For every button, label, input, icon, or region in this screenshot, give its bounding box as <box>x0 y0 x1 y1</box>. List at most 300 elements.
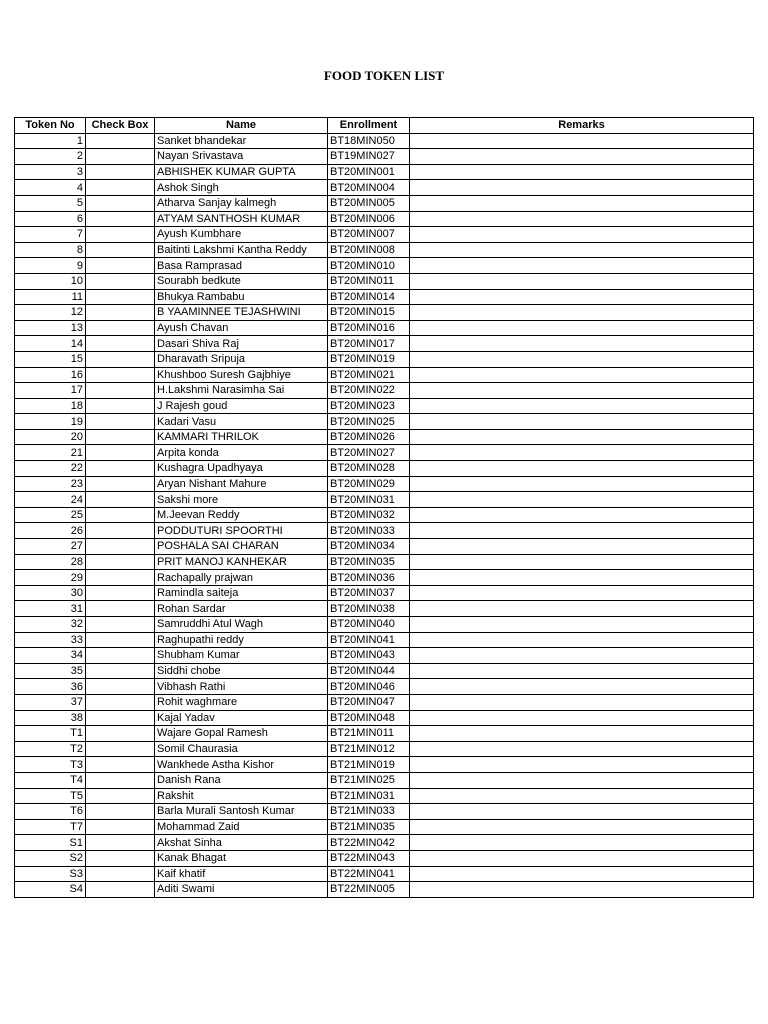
check-box-cell[interactable] <box>86 601 155 617</box>
remarks-cell[interactable] <box>410 351 754 367</box>
remarks-cell[interactable] <box>410 180 754 196</box>
token-no-cell: S1 <box>15 835 86 851</box>
remarks-cell[interactable] <box>410 819 754 835</box>
enrollment-cell: BT20MIN028 <box>328 461 410 477</box>
check-box-cell[interactable] <box>86 367 155 383</box>
token-no-cell: T3 <box>15 757 86 773</box>
name-cell: Rohit waghmare <box>155 694 328 710</box>
check-box-cell[interactable] <box>86 351 155 367</box>
check-box-cell[interactable] <box>86 336 155 352</box>
table-row <box>15 320 754 336</box>
enrollment-cell: BT20MIN017 <box>328 336 410 352</box>
remarks-cell[interactable] <box>410 694 754 710</box>
name-cell: Kadari Vasu <box>155 414 328 430</box>
remarks-cell[interactable] <box>410 367 754 383</box>
enrollment-cell: BT21MIN031 <box>328 788 410 804</box>
enrollment-cell: BT20MIN015 <box>328 305 410 321</box>
token-no-cell: 10 <box>15 273 86 289</box>
token-no-cell: 18 <box>15 398 86 414</box>
remarks-cell[interactable] <box>410 554 754 570</box>
enrollment-cell: BT20MIN010 <box>328 258 410 274</box>
enrollment-cell: BT20MIN035 <box>328 554 410 570</box>
remarks-cell[interactable] <box>410 663 754 679</box>
table-row <box>15 757 754 773</box>
check-box-cell[interactable] <box>86 850 155 866</box>
check-box-cell[interactable] <box>86 804 155 820</box>
remarks-cell[interactable] <box>410 336 754 352</box>
check-box-cell[interactable] <box>86 289 155 305</box>
enrollment-cell: BT20MIN047 <box>328 694 410 710</box>
remarks-cell[interactable] <box>410 398 754 414</box>
name-cell: Sanket bhandekar <box>155 133 328 149</box>
table-row <box>15 429 754 445</box>
remarks-cell[interactable] <box>410 570 754 586</box>
name-cell: Aditi Swami <box>155 882 328 898</box>
token-no-cell: 2 <box>15 149 86 165</box>
token-no-cell: 24 <box>15 492 86 508</box>
token-no-cell: 22 <box>15 461 86 477</box>
token-no-cell: 23 <box>15 476 86 492</box>
name-cell: Atharva Sanjay kalmegh <box>155 195 328 211</box>
token-no-cell: 4 <box>15 180 86 196</box>
name-cell: KAMMARI THRILOK <box>155 429 328 445</box>
check-box-cell[interactable] <box>86 539 155 555</box>
check-box-cell[interactable] <box>86 663 155 679</box>
name-cell: Kushagra Upadhyaya <box>155 461 328 477</box>
table-row <box>15 195 754 211</box>
table-row <box>15 804 754 820</box>
remarks-cell[interactable] <box>410 632 754 648</box>
token-no-cell: 25 <box>15 507 86 523</box>
name-cell: Dasari Shiva Raj <box>155 336 328 352</box>
name-cell: Kanak Bhagat <box>155 850 328 866</box>
token-no-cell: T4 <box>15 772 86 788</box>
name-cell: PODDUTURI SPOORTHI <box>155 523 328 539</box>
remarks-cell[interactable] <box>410 648 754 664</box>
token-no-cell: S4 <box>15 882 86 898</box>
name-cell: POSHALA SAI CHARAN <box>155 539 328 555</box>
token-no-cell: 11 <box>15 289 86 305</box>
token-no-cell: 19 <box>15 414 86 430</box>
check-box-cell[interactable] <box>86 164 155 180</box>
remarks-cell[interactable] <box>410 585 754 601</box>
enrollment-cell: BT22MIN043 <box>328 850 410 866</box>
token-no-cell: 34 <box>15 648 86 664</box>
check-box-cell[interactable] <box>86 227 155 243</box>
table-row <box>15 648 754 664</box>
token-no-cell: 1 <box>15 133 86 149</box>
enrollment-cell: BT21MIN019 <box>328 757 410 773</box>
remarks-cell[interactable] <box>410 679 754 695</box>
check-box-cell[interactable] <box>86 195 155 211</box>
name-cell: Kajal Yadav <box>155 710 328 726</box>
remarks-cell[interactable] <box>410 445 754 461</box>
name-cell: Ramindla saiteja <box>155 585 328 601</box>
name-cell: Nayan Srivastava <box>155 149 328 165</box>
enrollment-cell: BT20MIN021 <box>328 367 410 383</box>
name-cell: Shubham Kumar <box>155 648 328 664</box>
enrollment-cell: BT22MIN042 <box>328 835 410 851</box>
remarks-cell[interactable] <box>410 788 754 804</box>
name-cell: ATYAM SANTHOSH KUMAR <box>155 211 328 227</box>
enrollment-cell: BT21MIN033 <box>328 804 410 820</box>
check-box-cell[interactable] <box>86 648 155 664</box>
remarks-cell[interactable] <box>410 617 754 633</box>
name-cell: Arpita konda <box>155 445 328 461</box>
table-row <box>15 211 754 227</box>
table-row <box>15 772 754 788</box>
remarks-cell[interactable] <box>410 461 754 477</box>
enrollment-cell: BT20MIN034 <box>328 539 410 555</box>
name-cell: Samruddhi Atul Wagh <box>155 617 328 633</box>
enrollment-cell: BT20MIN044 <box>328 663 410 679</box>
token-no-cell: 3 <box>15 164 86 180</box>
remarks-cell[interactable] <box>410 866 754 882</box>
remarks-cell[interactable] <box>410 601 754 617</box>
name-cell: Kaif khatif <box>155 866 328 882</box>
remarks-cell[interactable] <box>410 804 754 820</box>
token-no-cell: S2 <box>15 850 86 866</box>
name-cell: Wajare Gopal Ramesh <box>155 726 328 742</box>
check-box-cell[interactable] <box>86 258 155 274</box>
remarks-cell[interactable] <box>410 476 754 492</box>
check-box-cell[interactable] <box>86 741 155 757</box>
table-row <box>15 539 754 555</box>
table-row <box>15 570 754 586</box>
table-row <box>15 227 754 243</box>
check-box-cell[interactable] <box>86 492 155 508</box>
enrollment-cell: BT20MIN027 <box>328 445 410 461</box>
check-box-cell[interactable] <box>86 788 155 804</box>
table-row <box>15 726 754 742</box>
token-no-cell: 9 <box>15 258 86 274</box>
check-box-cell[interactable] <box>86 429 155 445</box>
token-no-cell: 5 <box>15 195 86 211</box>
remarks-cell[interactable] <box>410 835 754 851</box>
remarks-cell[interactable] <box>410 273 754 289</box>
check-box-cell[interactable] <box>86 180 155 196</box>
remarks-cell[interactable] <box>410 710 754 726</box>
name-cell: Bhukya Rambabu <box>155 289 328 305</box>
table-row <box>15 710 754 726</box>
table-row <box>15 289 754 305</box>
check-box-cell[interactable] <box>86 585 155 601</box>
check-box-cell[interactable] <box>86 461 155 477</box>
table-header-row <box>15 118 754 134</box>
name-cell: Dharavath Sripuja <box>155 351 328 367</box>
check-box-cell[interactable] <box>86 710 155 726</box>
check-box-cell[interactable] <box>86 320 155 336</box>
token-no-cell: T5 <box>15 788 86 804</box>
name-cell: Vibhash Rathi <box>155 679 328 695</box>
remarks-cell[interactable] <box>410 414 754 430</box>
table-row <box>15 398 754 414</box>
enrollment-cell: BT22MIN005 <box>328 882 410 898</box>
check-box-cell[interactable] <box>86 679 155 695</box>
token-no-cell: 17 <box>15 383 86 399</box>
table-row <box>15 164 754 180</box>
enrollment-cell: BT20MIN032 <box>328 507 410 523</box>
remarks-cell[interactable] <box>410 772 754 788</box>
check-box-cell[interactable] <box>86 149 155 165</box>
table-row <box>15 585 754 601</box>
table-row <box>15 788 754 804</box>
table-row <box>15 258 754 274</box>
name-cell: Akshat Sinha <box>155 835 328 851</box>
check-box-cell[interactable] <box>86 273 155 289</box>
table-row <box>15 523 754 539</box>
enrollment-cell: BT20MIN005 <box>328 195 410 211</box>
token-no-cell: 27 <box>15 539 86 555</box>
name-cell: Somil Chaurasia <box>155 741 328 757</box>
name-cell: Ashok Singh <box>155 180 328 196</box>
enrollment-cell: BT20MIN023 <box>328 398 410 414</box>
enrollment-cell: BT20MIN043 <box>328 648 410 664</box>
name-cell: M.Jeevan Reddy <box>155 507 328 523</box>
enrollment-cell: BT20MIN026 <box>328 429 410 445</box>
enrollment-cell: BT20MIN038 <box>328 601 410 617</box>
remarks-cell[interactable] <box>410 850 754 866</box>
table-row <box>15 882 754 898</box>
remarks-cell[interactable] <box>410 757 754 773</box>
token-no-cell: 30 <box>15 585 86 601</box>
name-cell: ABHISHEK KUMAR GUPTA <box>155 164 328 180</box>
enrollment-cell: BT19MIN027 <box>328 149 410 165</box>
enrollment-cell: BT21MIN035 <box>328 819 410 835</box>
check-box-cell[interactable] <box>86 211 155 227</box>
token-no-cell: T2 <box>15 741 86 757</box>
enrollment-cell: BT22MIN041 <box>328 866 410 882</box>
name-cell: Rohan Sardar <box>155 601 328 617</box>
name-cell: Baitinti Lakshmi Kantha Reddy <box>155 242 328 258</box>
token-no-cell: T1 <box>15 726 86 742</box>
column-header-check-box: Check Box <box>86 118 155 134</box>
token-no-cell: 28 <box>15 554 86 570</box>
table-row <box>15 351 754 367</box>
enrollment-cell: BT20MIN006 <box>328 211 410 227</box>
check-box-cell[interactable] <box>86 398 155 414</box>
enrollment-cell: BT20MIN046 <box>328 679 410 695</box>
token-table <box>14 117 754 898</box>
token-no-cell: 6 <box>15 211 86 227</box>
check-box-cell[interactable] <box>86 835 155 851</box>
name-cell: Sakshi more <box>155 492 328 508</box>
name-cell: Rachapally prajwan <box>155 570 328 586</box>
table-row <box>15 414 754 430</box>
remarks-cell[interactable] <box>410 320 754 336</box>
check-box-cell[interactable] <box>86 133 155 149</box>
table-row <box>15 180 754 196</box>
token-no-cell: T7 <box>15 819 86 835</box>
name-cell: PRIT MANOJ KANHEKAR <box>155 554 328 570</box>
enrollment-cell: BT21MIN012 <box>328 741 410 757</box>
enrollment-cell: BT20MIN033 <box>328 523 410 539</box>
table-row <box>15 445 754 461</box>
table-row <box>15 835 754 851</box>
page-title: FOOD TOKEN LIST <box>323 68 445 83</box>
table-row <box>15 819 754 835</box>
table-row <box>15 617 754 633</box>
column-header-enrollment: Enrollment <box>328 118 410 134</box>
name-cell: Khushboo Suresh Gajbhiye <box>155 367 328 383</box>
remarks-cell[interactable] <box>410 741 754 757</box>
check-box-cell[interactable] <box>86 632 155 648</box>
table-row <box>15 663 754 679</box>
table-row <box>15 850 754 866</box>
token-rows <box>15 133 754 897</box>
enrollment-cell: BT20MIN019 <box>328 351 410 367</box>
check-box-cell[interactable] <box>86 507 155 523</box>
token-no-cell: 20 <box>15 429 86 445</box>
remarks-cell[interactable] <box>410 258 754 274</box>
remarks-cell[interactable] <box>410 383 754 399</box>
name-cell: Aryan Nishant Mahure <box>155 476 328 492</box>
table-row <box>15 242 754 258</box>
token-no-cell: 14 <box>15 336 86 352</box>
remarks-cell[interactable] <box>410 305 754 321</box>
table-row <box>15 367 754 383</box>
name-cell: Mohammad Zaid <box>155 819 328 835</box>
remarks-cell[interactable] <box>410 133 754 149</box>
name-cell: Wankhede Astha Kishor <box>155 757 328 773</box>
enrollment-cell: BT20MIN001 <box>328 164 410 180</box>
check-box-cell[interactable] <box>86 383 155 399</box>
remarks-cell[interactable] <box>410 242 754 258</box>
token-no-cell: 8 <box>15 242 86 258</box>
check-box-cell[interactable] <box>86 414 155 430</box>
token-no-cell: 36 <box>15 679 86 695</box>
remarks-cell[interactable] <box>410 523 754 539</box>
remarks-cell[interactable] <box>410 289 754 305</box>
token-no-cell: 35 <box>15 663 86 679</box>
token-no-cell: 33 <box>15 632 86 648</box>
name-cell: Raghupathi reddy <box>155 632 328 648</box>
token-no-cell: S3 <box>15 866 86 882</box>
check-box-cell[interactable] <box>86 757 155 773</box>
check-box-cell[interactable] <box>86 554 155 570</box>
table-row <box>15 694 754 710</box>
check-box-cell[interactable] <box>86 866 155 882</box>
table-row <box>15 601 754 617</box>
name-cell: Siddhi chobe <box>155 663 328 679</box>
table-row <box>15 273 754 289</box>
name-cell: Rakshit <box>155 788 328 804</box>
check-box-cell[interactable] <box>86 694 155 710</box>
column-header-remarks: Remarks <box>410 118 754 134</box>
check-box-cell[interactable] <box>86 570 155 586</box>
enrollment-cell: BT20MIN036 <box>328 570 410 586</box>
table-row <box>15 383 754 399</box>
enrollment-cell: BT20MIN022 <box>328 383 410 399</box>
enrollment-cell: BT20MIN008 <box>328 242 410 258</box>
enrollment-cell: BT20MIN004 <box>328 180 410 196</box>
table-row <box>15 507 754 523</box>
check-box-cell[interactable] <box>86 476 155 492</box>
check-box-cell[interactable] <box>86 726 155 742</box>
enrollment-cell: BT20MIN037 <box>328 585 410 601</box>
check-box-cell[interactable] <box>86 882 155 898</box>
table-row <box>15 492 754 508</box>
enrollment-cell: BT20MIN016 <box>328 320 410 336</box>
remarks-cell[interactable] <box>410 227 754 243</box>
token-no-cell: 32 <box>15 617 86 633</box>
enrollment-cell: BT20MIN031 <box>328 492 410 508</box>
enrollment-cell: BT18MIN050 <box>328 133 410 149</box>
name-cell: H.Lakshmi Narasimha Sai <box>155 383 328 399</box>
name-cell: Danish Rana <box>155 772 328 788</box>
column-header-token-no: Token No <box>15 118 86 134</box>
enrollment-cell: BT21MIN025 <box>328 772 410 788</box>
token-no-cell: 26 <box>15 523 86 539</box>
name-cell: Basa Ramprasad <box>155 258 328 274</box>
check-box-cell[interactable] <box>86 617 155 633</box>
remarks-cell[interactable] <box>410 726 754 742</box>
remarks-cell[interactable] <box>410 429 754 445</box>
token-no-cell: 16 <box>15 367 86 383</box>
token-no-cell: 7 <box>15 227 86 243</box>
table-row <box>15 149 754 165</box>
check-box-cell[interactable] <box>86 242 155 258</box>
check-box-cell[interactable] <box>86 305 155 321</box>
table-row <box>15 133 754 149</box>
token-no-cell: T6 <box>15 804 86 820</box>
token-no-cell: 29 <box>15 570 86 586</box>
enrollment-cell: BT20MIN007 <box>328 227 410 243</box>
name-cell: Sourabh bedkute <box>155 273 328 289</box>
table-row <box>15 632 754 648</box>
enrollment-cell: BT20MIN040 <box>328 617 410 633</box>
table-row <box>15 741 754 757</box>
remarks-cell[interactable] <box>410 195 754 211</box>
table-row <box>15 305 754 321</box>
table-row <box>15 554 754 570</box>
column-header-name: Name <box>155 118 328 134</box>
table-row <box>15 336 754 352</box>
token-no-cell: 21 <box>15 445 86 461</box>
remarks-cell[interactable] <box>410 492 754 508</box>
token-no-cell: 13 <box>15 320 86 336</box>
token-no-cell: 38 <box>15 710 86 726</box>
name-cell: J Rajesh goud <box>155 398 328 414</box>
remarks-cell[interactable] <box>410 164 754 180</box>
token-no-cell: 12 <box>15 305 86 321</box>
table-row <box>15 679 754 695</box>
enrollment-cell: BT20MIN048 <box>328 710 410 726</box>
enrollment-cell: BT21MIN011 <box>328 726 410 742</box>
remarks-cell[interactable] <box>410 149 754 165</box>
enrollment-cell: BT20MIN025 <box>328 414 410 430</box>
remarks-cell[interactable] <box>410 507 754 523</box>
check-box-cell[interactable] <box>86 523 155 539</box>
name-cell: Ayush Chavan <box>155 320 328 336</box>
name-cell: B YAAMINNEE TEJASHWINI <box>155 305 328 321</box>
enrollment-cell: BT20MIN041 <box>328 632 410 648</box>
check-box-cell[interactable] <box>86 772 155 788</box>
token-no-cell: 15 <box>15 351 86 367</box>
check-box-cell[interactable] <box>86 819 155 835</box>
table-row <box>15 461 754 477</box>
check-box-cell[interactable] <box>86 445 155 461</box>
enrollment-cell: BT20MIN029 <box>328 476 410 492</box>
enrollment-cell: BT20MIN011 <box>328 273 410 289</box>
remarks-cell[interactable] <box>410 882 754 898</box>
name-cell: Barla Murali Santosh Kumar <box>155 804 328 820</box>
remarks-cell[interactable] <box>410 539 754 555</box>
token-no-cell: 37 <box>15 694 86 710</box>
enrollment-cell: BT20MIN014 <box>328 289 410 305</box>
remarks-cell[interactable] <box>410 211 754 227</box>
name-cell: Ayush Kumbhare <box>155 227 328 243</box>
